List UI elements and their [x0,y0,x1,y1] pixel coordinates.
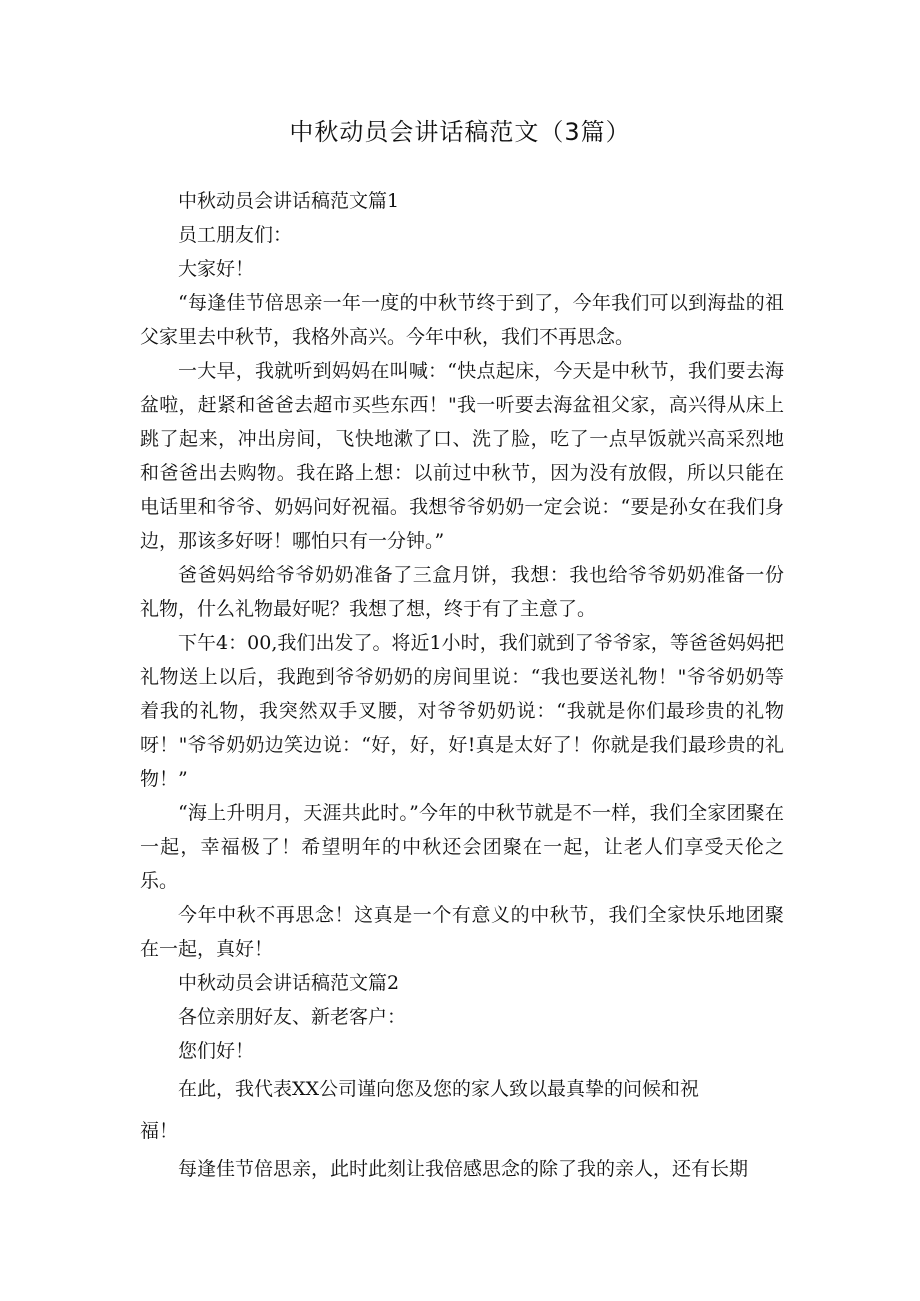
greeting: 您们好！ [178,1040,255,1062]
paragraph: 一大早，我就听到妈妈在叫喊：“快点起床，今天是中秋节，我们要去海盆啦，赶紧和爸爸去超市买些东西！"我一听要去海盆祖父家，高兴得从床上跳了起来，冲出房间，飞快地漱了口、洗了脸，吃了一点早饭就兴高采烈地和爸爸出去购物。我在路上想：以前过中秋节，因为没有放假，所以只能在电话里和爷爷、奶妈问好祝福。我想爷爷奶奶一定会说：“要是孙女在我们身边，那该多好呀！哪怕只有一分钟。” [140,360,784,552]
paragraph: “海上升明月，天涯共此时。”今年的中秋节就是不一样，我们全家团聚在一起，幸福极了！希望明年的中秋还会团聚在一起，让老人们享受天伦之乐。 [140,802,784,892]
paragraph: 在此，我代表XX公司谨向您及您的家人致以最真挚的问候和祝 [178,1078,700,1100]
section-heading-2: 中秋动员会讲话稿范文篇2 [178,972,400,994]
document-body [140,184,784,1186]
section-heading-1: 中秋动员会讲话稿范文篇1 [178,190,400,212]
paragraph: 爸爸妈妈给爷爷奶奶准备了三盒月饼，我想：我也给爷爷奶奶准备一份礼物，什么礼物最好呢？我想了想，终于有了主意了。 [140,564,784,620]
salutation: 各位亲朋好友、新老客户： [178,1006,407,1028]
paragraph: “每逢佳节倍思亲一年一度的中秋节终于到了，今年我们可以到海盐的祖父家里去中秋节，我格外高兴。今年中秋，我们不再思念。 [140,292,784,348]
paragraph: 下午4：00,我们出发了。将近1小时，我们就到了爷爷家，等爸爸妈妈把礼物送上以后，我跑到爷爷奶奶的房间里说：“我也要送礼物！"爷爷奶奶等着我的礼物，我突然双手叉腰，对爷爷奶奶说：“我就是你们最珍贵的礼物呀！"爷爷奶奶边笑边说：“好，好，好!真是太好了！你就是我们最珍贵的礼物！” [140,632,784,790]
document-title: 中秋动员会讲话稿范文（3篇） [289,118,631,146]
salutation: 员工朋友们： [178,224,293,246]
greeting: 大家好！ [178,258,255,280]
paragraph-continuation: 福！ [140,1120,179,1142]
paragraph: 今年中秋不再思念！这真是一个有意义的中秋节，我们全家快乐地团聚在一起，真好！ [140,904,784,960]
paragraph: 每逢佳节倍思亲，此时此刻让我倍感思念的除了我的亲人，还有长期 [178,1158,749,1180]
